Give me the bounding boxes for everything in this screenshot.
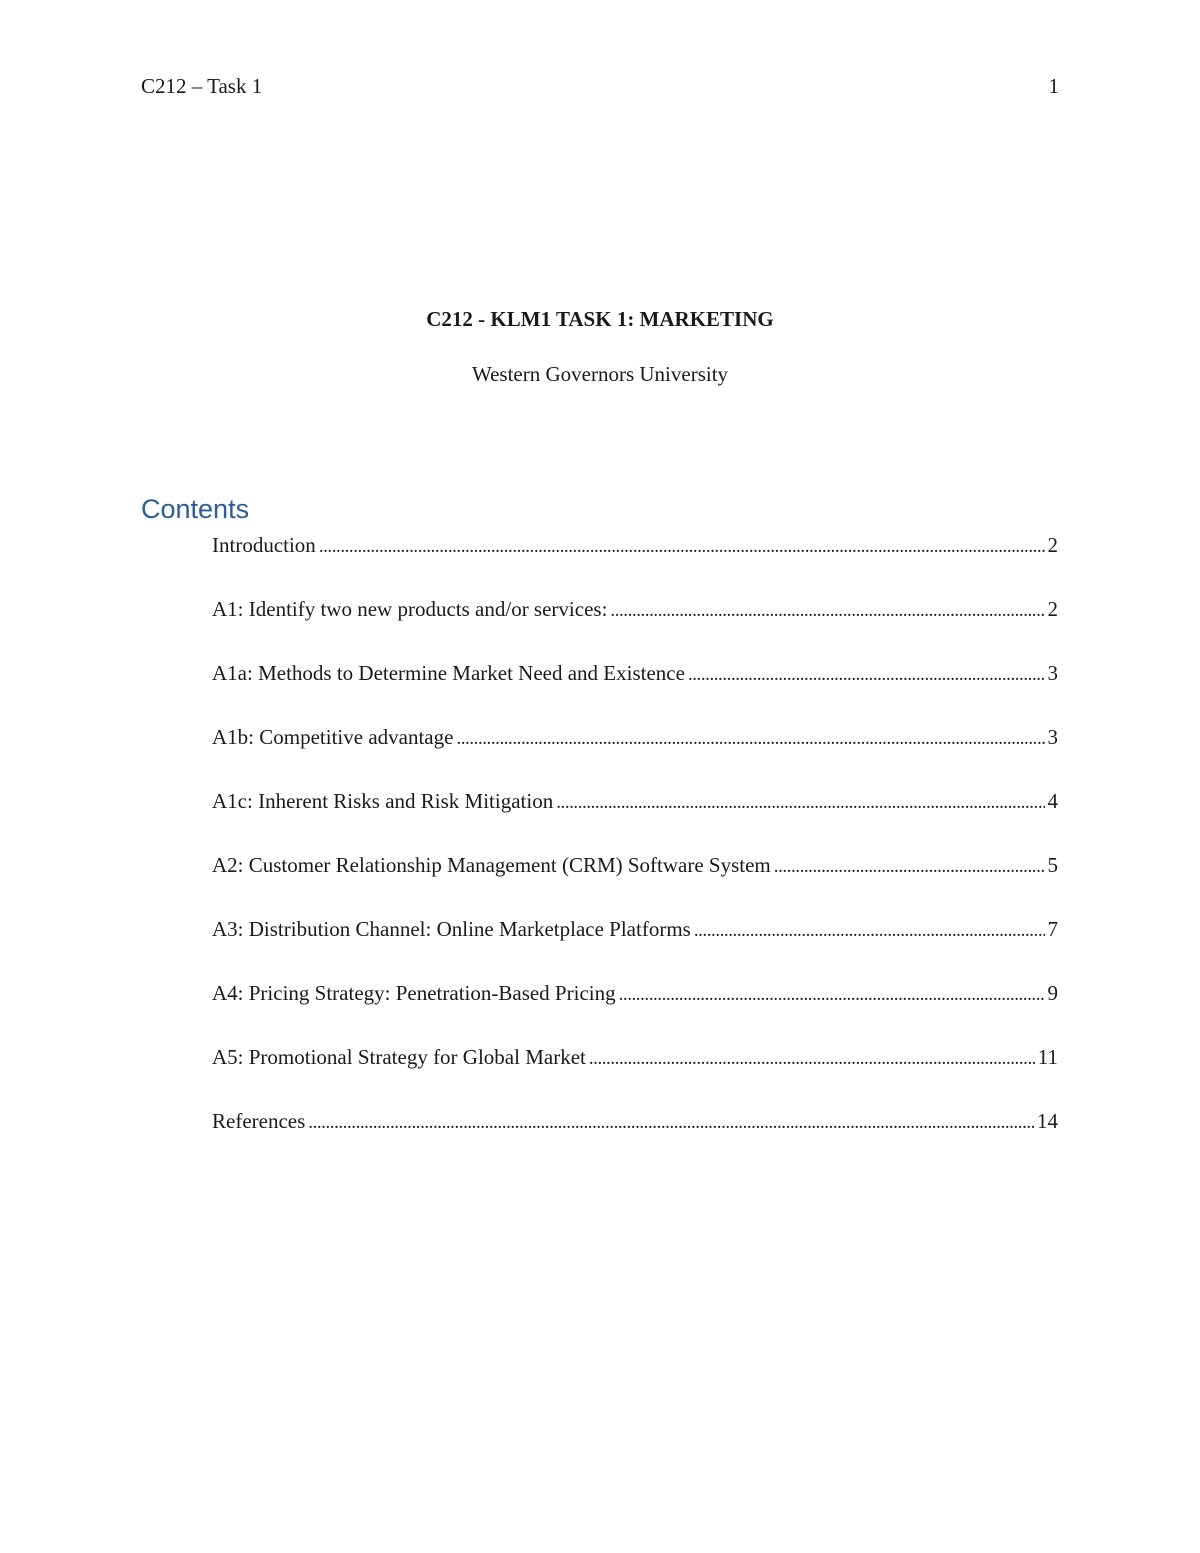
toc-entry-page: 4 — [1047, 789, 1058, 813]
table-of-contents — [212, 530, 1058, 1170]
toc-dot-leader — [774, 850, 1045, 882]
toc-entry-a4[interactable] — [212, 978, 1058, 1042]
toc-entry-references[interactable] — [212, 1106, 1058, 1170]
toc-entry-label: A1b: Competitive advantage — [212, 725, 454, 749]
toc-entry-page: 3 — [1047, 661, 1058, 685]
toc-entry-a1c[interactable] — [212, 786, 1058, 850]
toc-entry-page: 3 — [1047, 725, 1058, 749]
toc-entry-label: A1c: Inherent Risks and Risk Mitigation — [212, 789, 554, 813]
toc-dot-leader — [589, 1042, 1035, 1074]
toc-entry-label: References — [212, 1109, 306, 1133]
toc-entry-page: 11 — [1037, 1045, 1058, 1069]
toc-entry-a1[interactable] — [212, 594, 1058, 658]
toc-entry-label: Introduction — [212, 533, 316, 557]
toc-entry-label: A2: Customer Relationship Management (CRM) Software System — [212, 853, 771, 877]
toc-entry-a1a[interactable] — [212, 658, 1058, 722]
toc-entry-page: 7 — [1047, 917, 1058, 941]
toc-dot-leader — [319, 530, 1045, 562]
toc-dot-leader — [308, 1106, 1034, 1138]
toc-dot-leader — [456, 722, 1044, 754]
toc-entry-introduction[interactable] — [212, 530, 1058, 594]
toc-dot-leader — [694, 914, 1045, 946]
toc-entry-page: 9 — [1047, 981, 1058, 1005]
page-number: 1 — [1048, 74, 1059, 98]
toc-entry-a2[interactable] — [212, 850, 1058, 914]
toc-heading: Contents — [141, 494, 250, 524]
toc-entry-label: A4: Pricing Strategy: Penetration-Based Pricing — [212, 981, 616, 1005]
toc-dot-leader — [619, 978, 1045, 1010]
toc-entry-page: 2 — [1047, 597, 1058, 621]
toc-dot-leader — [610, 594, 1044, 626]
toc-entry-a3[interactable] — [212, 914, 1058, 978]
toc-entry-label: A3: Distribution Channel: Online Marketplace Platforms — [212, 917, 691, 941]
toc-entry-a1b[interactable] — [212, 722, 1058, 786]
toc-entry-label: A1: Identify two new products and/or services: — [212, 597, 608, 621]
running-head: C212 – Task 1 — [141, 74, 263, 98]
toc-entry-label: A1a: Methods to Determine Market Need and Existence — [212, 661, 685, 685]
toc-entry-page: 5 — [1047, 853, 1058, 877]
institution-name: Western Governors University — [471, 362, 729, 386]
toc-entry-page: 2 — [1047, 533, 1058, 557]
toc-dot-leader — [556, 786, 1044, 818]
toc-entry-page: 14 — [1037, 1109, 1058, 1133]
document-title: C212 - KLM1 TASK 1: MARKETING — [426, 307, 774, 331]
toc-entry-label: A5: Promotional Strategy for Global Market — [212, 1045, 586, 1069]
toc-dot-leader — [688, 658, 1045, 690]
toc-entry-a5[interactable] — [212, 1042, 1058, 1106]
